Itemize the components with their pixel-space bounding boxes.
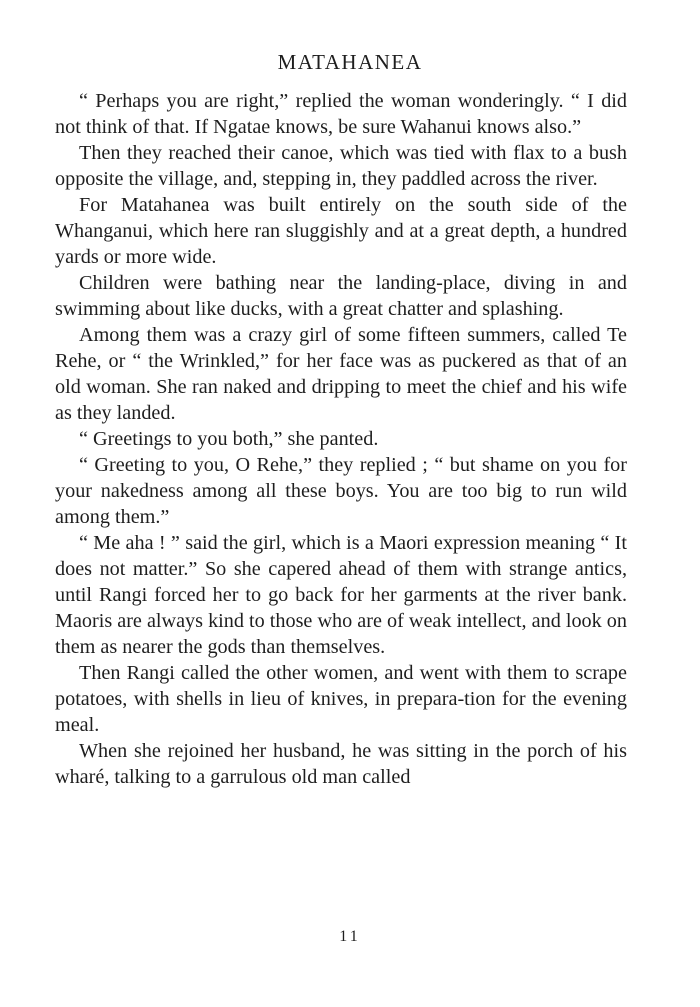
paragraph: For Matahanea was built entirely on the south side of the Whanganui, which here ran sluggishly and at a great depth, a hundred yards or more wide. [55, 194, 627, 268]
page-number: 11 [339, 928, 361, 945]
paragraph: “ Perhaps you are right,” replied the woman wonderingly. “ I did not think of that. If Ngatae knows, be sure Wahanui knows also.” [55, 90, 627, 138]
paragraph: Then they reached their canoe, which was tied with flax to a bush opposite the village, and, stepping in, they paddled across the river. [55, 142, 627, 190]
paragraph: Among them was a crazy girl of some fifteen summers, called Te Rehe, or “ the Wrinkled,” for her face was as puckered as that of an old woman. She ran naked and dripping to meet the chief and his wife as they landed. [55, 324, 627, 424]
paragraph: Children were bathing near the landing-place, diving in and swimming about like ducks, with a great chatter and splashing. [55, 272, 627, 320]
paragraph: Then Rangi called the other women, and went with them to scrape potatoes, with shells in lieu of knives, in prepara-tion for the evening meal. [55, 662, 627, 736]
paragraph: When she rejoined her husband, he was sitting in the porch of his wharé, talking to a garrulous old man called [55, 740, 627, 788]
paragraph: “ Greeting to you, O Rehe,” they replied ; “ but shame on you for your nakedness among all these boys. You are too big to run wild among them.” [55, 454, 627, 528]
paragraph: “ Greetings to you both,” she panted. [79, 428, 379, 450]
paragraph: “ Me aha ! ” said the girl, which is a Maori expression meaning “ It does not matter.” So she capered ahead of them with strange antics, until Rangi forced her to go back for her garments at the river bank. Maoris are always kind to those who are of weak intellect, and look on them as nearer the gods than themselves. [55, 532, 627, 658]
body-text [55, 88, 627, 790]
running-head: MATAHANEA [277, 50, 423, 74]
